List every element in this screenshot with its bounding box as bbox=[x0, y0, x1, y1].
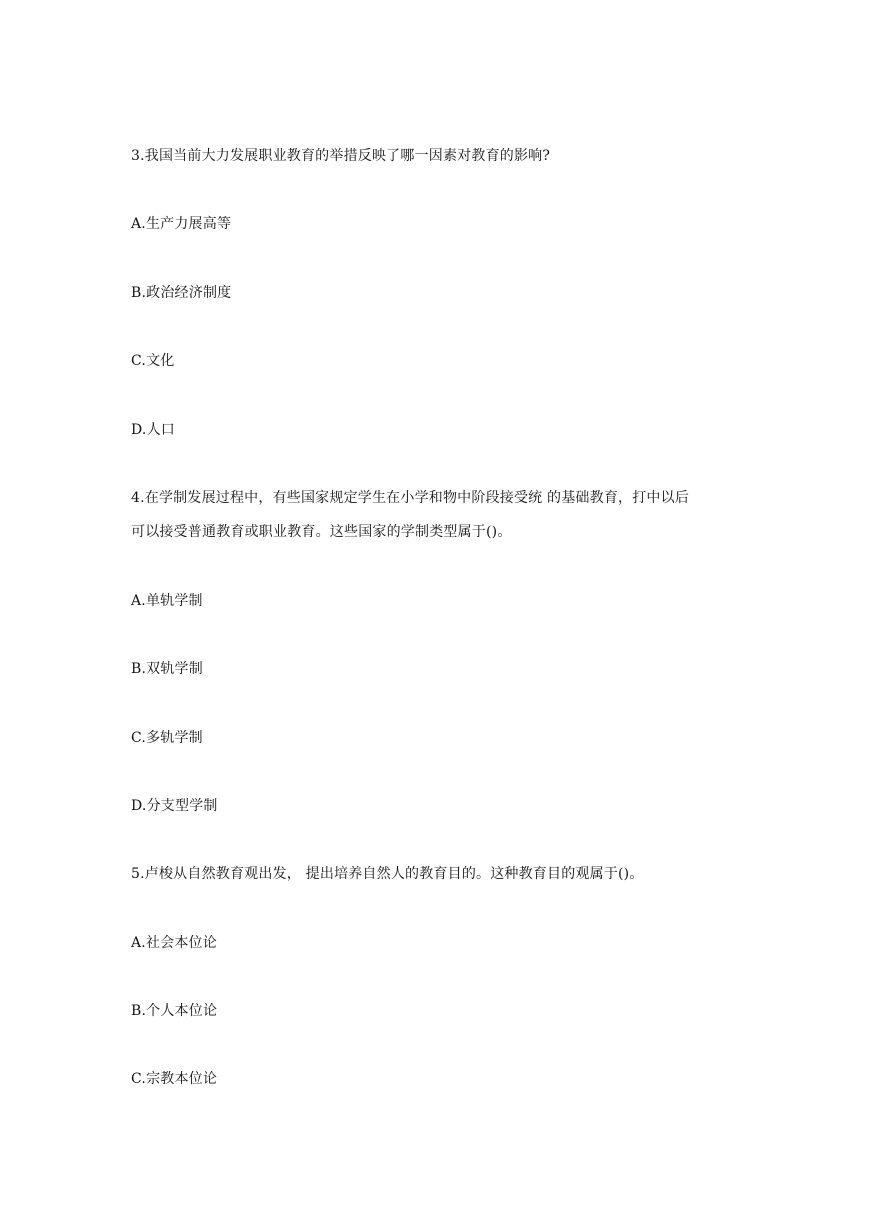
question-text: 卢梭从自然教育观出发， 提出培养自然人的教育目的。这种教育目的观属于()。 bbox=[144, 866, 644, 882]
question-number: 4. bbox=[131, 490, 145, 506]
question-4-stem-line-2: 可以接受普通教育或职业教育。这些国家的学制类型属于()。 bbox=[131, 524, 512, 540]
question-3-option-b: B.政治经济制度 bbox=[131, 285, 232, 301]
question-5-stem bbox=[131, 864, 644, 884]
question-number: 5. bbox=[131, 866, 145, 882]
question-number: 3. bbox=[131, 148, 145, 164]
question-5-option-a: A.社会本位论 bbox=[131, 935, 217, 951]
question-4-option-b: B.双轨学制 bbox=[131, 661, 203, 677]
question-3-option-c: C.文化 bbox=[131, 353, 175, 369]
question-4-option-c: C.多轨学制 bbox=[131, 730, 203, 746]
question-5-option-b: B.个人本位论 bbox=[131, 1003, 218, 1019]
question-3-option-d: D.人口 bbox=[131, 422, 175, 438]
question-4-stem bbox=[131, 488, 689, 508]
question-5-option-c: C.宗教本位论 bbox=[131, 1071, 218, 1087]
question-3-stem bbox=[131, 146, 550, 166]
question-text: 我国当前大力发展职业教育的举措反映了哪一因素对教育的影响? bbox=[144, 148, 551, 164]
question-4-option-a: A.单轨学制 bbox=[131, 593, 203, 609]
question-text: 在学制发展过程中，有些国家规定学生在小学和物中阶段接受统 的基础教育，打中以后 bbox=[144, 490, 690, 506]
question-4-option-d: D.分支型学制 bbox=[131, 798, 218, 814]
question-3-option-a: A.生产力展高等 bbox=[131, 216, 232, 232]
